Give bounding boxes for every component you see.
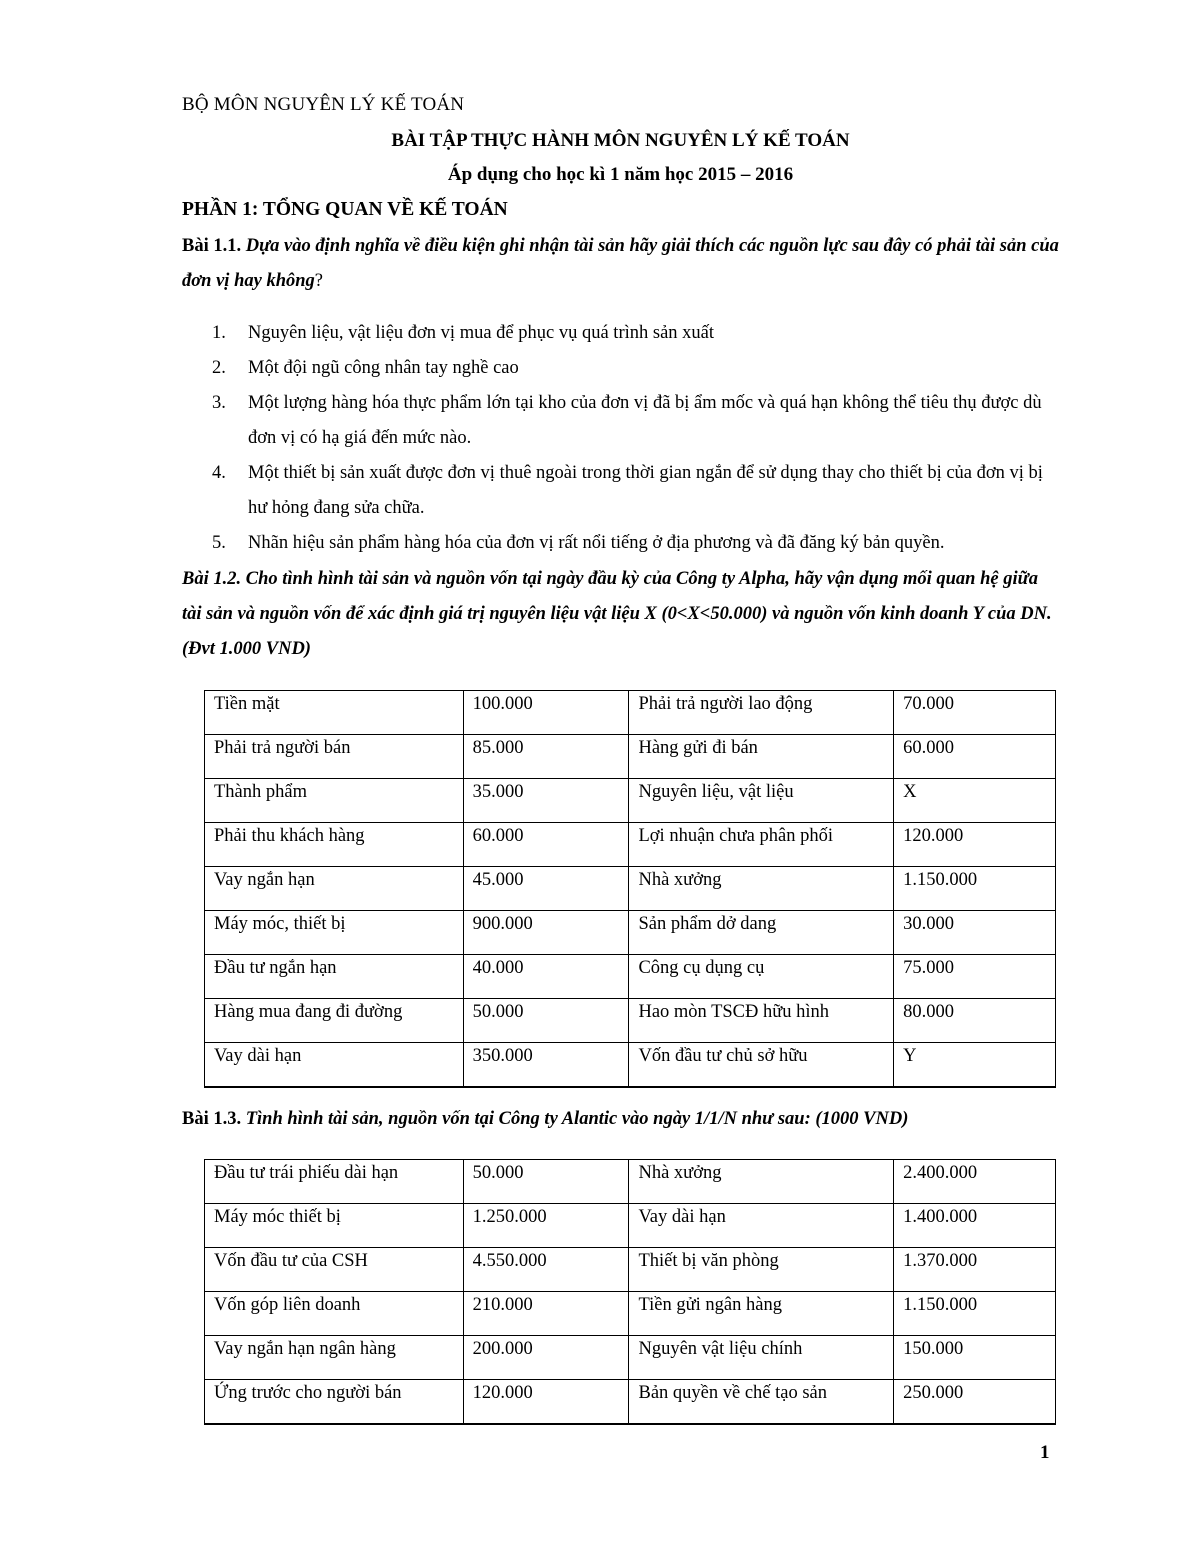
item-name-cell: Vay ngắn hạn [205,867,464,911]
table-row [205,999,1056,1043]
item-value-cell: 200.000 [463,1336,629,1380]
department-name: BỘ MÔN NGUYÊN LÝ KẾ TOÁN [182,94,465,115]
table-row [205,1160,1056,1204]
item-value-cell: 45.000 [463,867,629,911]
item-name-cell: Công cụ dụng cụ [629,955,894,999]
item-value-cell: 120.000 [894,823,1056,867]
item-name-cell: Vay dài hạn [205,1043,464,1087]
table-row [205,955,1056,999]
item-value-cell: 30.000 [894,911,1056,955]
table-alantic-balance [204,1159,1056,1425]
item-value-cell: 85.000 [463,735,629,779]
item-value-cell: 900.000 [463,911,629,955]
exercise-question: Tình hình tài sản, nguồn vốn tại Công ty Alantic vào ngày 1/1/N như sau: (1000 VND) [245,1109,909,1129]
item-name-cell: Thiết bị văn phòng [629,1248,894,1292]
list-item-number: 5. [212,533,226,553]
item-name-cell: Vay ngắn hạn ngân hàng [205,1336,464,1380]
item-name-cell: Thành phẩm [205,779,464,823]
item-value-cell: 120.000 [463,1380,629,1424]
exercise-label: Bài 1.1. [182,236,242,256]
item-name-cell: Hàng gửi đi bán [629,735,894,779]
item-name-cell: Tiền mặt [205,691,464,735]
list-item-number: 1. [212,323,226,343]
item-value-cell: 60.000 [463,823,629,867]
document-title: BÀI TẬP THỰC HÀNH MÔN NGUYÊN LÝ KẾ TOÁN [391,130,850,151]
item-value-cell: 70.000 [894,691,1056,735]
item-name-cell: Nguyên liệu, vật liệu [629,779,894,823]
item-value-cell: 1.370.000 [894,1248,1056,1292]
item-value-cell: 35.000 [463,779,629,823]
table-row [205,1043,1056,1087]
item-name-cell: Vay dài hạn [629,1204,894,1248]
list-item [212,386,1062,456]
list-item [212,526,1062,561]
item-value-cell: 4.550.000 [463,1248,629,1292]
item-value-cell: 1.400.000 [894,1204,1056,1248]
item-name-cell: Hao mòn TSCĐ hữu hình [629,999,894,1043]
list-item-text: Một lượng hàng hóa thực phẩm lớn tại kho của đơn vị đã bị ẩm mốc và quá hạn không thể tiêu thụ được dù đơn vị có hạ giá đến mức nào. [248,393,1042,448]
table-row [205,867,1056,911]
exercise-label: Bài 1.2. [182,569,242,589]
item-name-cell: Sản phẩm dở dang [629,911,894,955]
item-name-cell: Ứng trước cho người bán [205,1380,464,1424]
item-value-cell: 2.400.000 [894,1160,1056,1204]
item-value-cell: 75.000 [894,955,1056,999]
list-item [212,351,1062,386]
item-value-cell: 100.000 [463,691,629,735]
item-name-cell: Đầu tư trái phiếu dài hạn [205,1160,464,1204]
list-item [212,316,1062,351]
list-item-number: 3. [212,393,226,413]
item-value-cell: Y [894,1043,1056,1087]
table-row [205,1204,1056,1248]
table-row [205,779,1056,823]
item-name-cell: Nhà xưởng [629,867,894,911]
exercise-1-1 [182,229,1062,299]
list-item-number: 4. [212,463,226,483]
item-value-cell: 80.000 [894,999,1056,1043]
item-name-cell: Lợi nhuận chưa phân phối [629,823,894,867]
part-heading: PHẦN 1: TỔNG QUAN VỀ KẾ TOÁN [182,199,508,220]
item-name-cell: Tiền gửi ngân hàng [629,1292,894,1336]
item-name-cell: Vốn đầu tư của CSH [205,1248,464,1292]
item-value-cell: 1.250.000 [463,1204,629,1248]
item-name-cell: Phải trả người lao động [629,691,894,735]
item-name-cell: Máy móc thiết bị [205,1204,464,1248]
item-name-cell: Hàng mua đang đi đường [205,999,464,1043]
item-value-cell: 1.150.000 [894,1292,1056,1336]
table-row [205,691,1056,735]
table-row [205,1380,1056,1424]
table-row [205,823,1056,867]
list-item [212,456,1062,526]
item-value-cell: 210.000 [463,1292,629,1336]
list-item-number: 2. [212,358,226,378]
exercise-1-1-list [212,316,1062,561]
exercise-question: Cho tình hình tài sản và nguồn vốn tại ngày đầu kỳ của Công ty Alpha, hãy vận dụng mối quan hệ giữa tài sản và nguồn vốn để xác định giá trị nguyên liệu vật liệu X (0<X<50.000) và nguồn vốn kinh doanh Y của DN. (Đvt 1.000 VND) [182,569,1052,659]
item-name-cell: Nguyên vật liệu chính [629,1336,894,1380]
item-name-cell: Nhà xưởng [629,1160,894,1204]
item-name-cell: Bản quyền về chế tạo sản [629,1380,894,1424]
item-value-cell: X [894,779,1056,823]
item-name-cell: Đầu tư ngắn hạn [205,955,464,999]
table-alpha-balance [204,690,1056,1088]
list-item-text: Nhãn hiệu sản phẩm hàng hóa của đơn vị rất nổi tiếng ở địa phương và đã đăng ký bản quyền. [248,533,945,553]
item-name-cell: Vốn đầu tư chủ sở hữu [629,1043,894,1087]
item-value-cell: 250.000 [894,1380,1056,1424]
item-value-cell: 50.000 [463,999,629,1043]
exercise-1-2 [182,562,1062,667]
item-value-cell: 150.000 [894,1336,1056,1380]
table-row [205,1336,1056,1380]
table-row [205,1292,1056,1336]
page-number: 1 [1040,1442,1050,1463]
list-item-text: Một thiết bị sản xuất được đơn vị thuê ngoài trong thời gian ngắn để sử dụng thay cho thiết bị của đơn vị bị hư hỏng đang sửa chữa. [248,463,1043,518]
item-value-cell: 350.000 [463,1043,629,1087]
item-value-cell: 40.000 [463,955,629,999]
item-name-cell: Vốn góp liên doanh [205,1292,464,1336]
item-name-cell: Phải trả người bán [205,735,464,779]
table-row [205,1248,1056,1292]
table-row [205,735,1056,779]
document-subtitle: Áp dụng cho học kì 1 năm học 2015 – 2016 [447,164,794,185]
item-name-cell: Máy móc, thiết bị [205,911,464,955]
table-row [205,911,1056,955]
exercise-1-3 [182,1102,1062,1137]
exercise-question: Dựa vào định nghĩa về điều kiện ghi nhận tài sản hãy giải thích các nguồn lực sau đây có phải tài sản của đơn vị hay không [182,236,1059,291]
exercise-question-end: ? [314,271,323,291]
list-item-text: Nguyên liệu, vật liệu đơn vị mua để phục vụ quá trình sản xuất [248,323,715,343]
item-value-cell: 1.150.000 [894,867,1056,911]
list-item-text: Một đội ngũ công nhân tay nghề cao [248,358,519,378]
exercise-label: Bài 1.3. [182,1109,242,1129]
item-value-cell: 50.000 [463,1160,629,1204]
item-value-cell: 60.000 [894,735,1056,779]
item-name-cell: Phải thu khách hàng [205,823,464,867]
